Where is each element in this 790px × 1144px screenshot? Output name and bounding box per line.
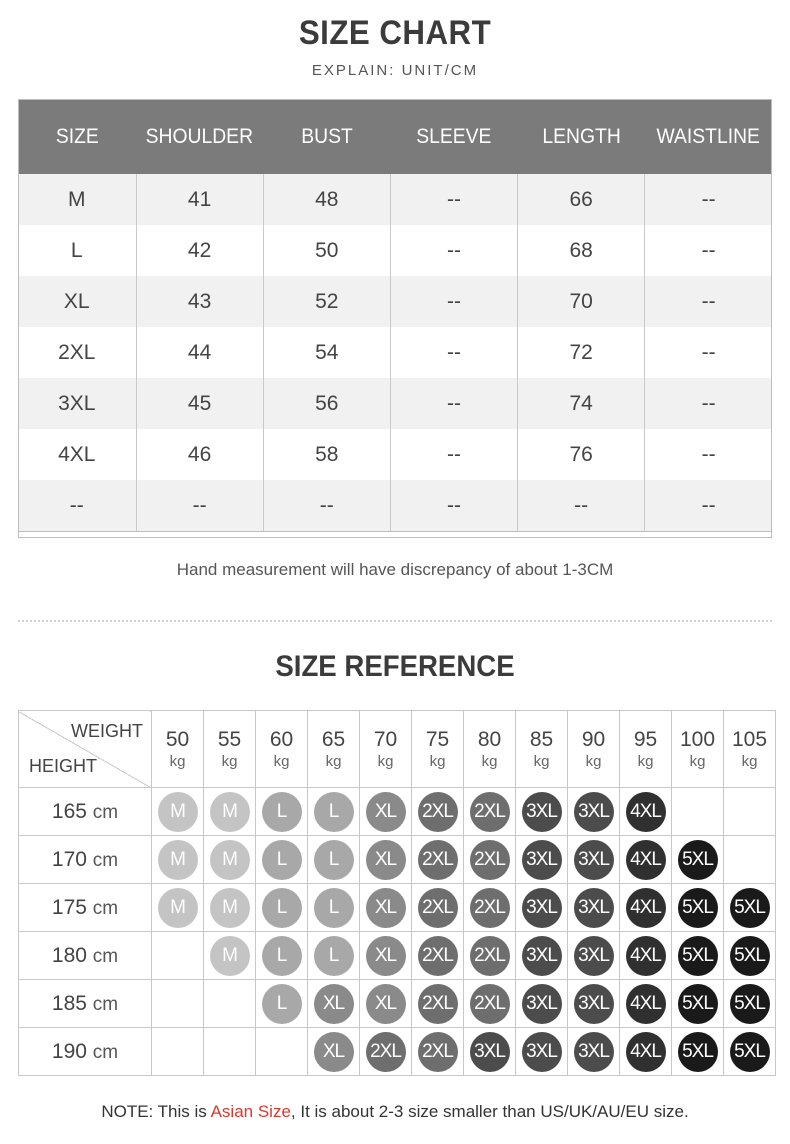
weight-value: 80: [477, 728, 502, 751]
size-chart-cell: 2XL: [18, 327, 136, 378]
size-chart-header-row: [18, 99, 772, 174]
weight-value: 90: [581, 728, 606, 751]
section-divider: [18, 620, 772, 622]
size-chart-row: [18, 480, 772, 532]
column-header-size: [18, 99, 136, 174]
size-reference-cell: [464, 788, 516, 836]
weight-column-header: [152, 711, 204, 788]
column-header-shoulder: [136, 99, 263, 174]
size-reference-cell: [152, 1028, 204, 1076]
size-reference-cell: [360, 788, 412, 836]
size-chart-table: [18, 99, 772, 532]
size-badge: 3XL: [470, 1032, 510, 1072]
size-reference-cell: [308, 1028, 360, 1076]
size-reference-row: [19, 788, 776, 836]
size-badge: 2XL: [418, 792, 458, 832]
size-reference-cell: [568, 1028, 620, 1076]
size-reference-table: [18, 710, 776, 1076]
size-reference-row: [19, 884, 776, 932]
size-reference-cell: [464, 980, 516, 1028]
note-highlight: Asian Size: [210, 1102, 291, 1121]
size-reference-cell: [516, 1028, 568, 1076]
size-reference-cell: [308, 836, 360, 884]
size-reference-cell: [516, 884, 568, 932]
height-unit: cm: [92, 945, 119, 967]
size-chart-cell: 44: [136, 327, 263, 378]
weight-unit: kg: [377, 753, 394, 770]
size-chart-cell: --: [518, 480, 645, 532]
size-reference-cell: [308, 788, 360, 836]
size-chart-cell: 52: [263, 276, 390, 327]
size-chart-cell: 48: [263, 174, 390, 225]
weight-height-corner: [19, 711, 152, 788]
weight-value: 55: [217, 728, 242, 751]
size-badge: 2XL: [418, 840, 458, 880]
size-reference-cell: [360, 836, 412, 884]
size-reference-cell: [672, 932, 724, 980]
size-reference-cell: [516, 836, 568, 884]
height-value: 165: [51, 799, 87, 823]
size-reference-cell: [256, 884, 308, 932]
note-prefix: NOTE: This is: [101, 1102, 211, 1121]
size-reference-cell: [204, 980, 256, 1028]
weight-unit: kg: [273, 753, 290, 770]
size-chart-row: [18, 276, 772, 327]
size-badge: 5XL: [678, 936, 718, 976]
size-badge: 4XL: [626, 984, 666, 1024]
size-chart-cell: --: [645, 378, 772, 429]
size-reference-cell: [204, 836, 256, 884]
size-chart-cell: XL: [18, 276, 136, 327]
height-label: HEIGHT: [29, 756, 98, 776]
size-reference-cell: [620, 788, 672, 836]
height-unit: cm: [92, 849, 119, 871]
weight-column-header: [724, 711, 776, 788]
size-reference-cell: [152, 788, 204, 836]
column-header-label: LENGTH: [541, 124, 621, 148]
size-badge: 3XL: [574, 840, 614, 880]
size-reference-row: [19, 932, 776, 980]
size-badge: 4XL: [626, 1032, 666, 1072]
size-badge: M: [210, 840, 250, 880]
column-header-label: BUST: [301, 124, 353, 148]
size-badge: 2XL: [418, 984, 458, 1024]
size-badge: XL: [366, 840, 406, 880]
size-chart-cell: --: [645, 327, 772, 378]
size-reference-cell: [464, 932, 516, 980]
size-chart-cell: 43: [136, 276, 263, 327]
height-unit: cm: [92, 993, 119, 1015]
size-reference-cell: [412, 1028, 464, 1076]
weight-unit: kg: [741, 753, 758, 770]
size-reference-cell: [412, 980, 464, 1028]
note-suffix: , It is about 2-3 size smaller than US/UK/AU/EU size.: [290, 1102, 689, 1121]
weight-value: 50: [165, 728, 190, 751]
size-reference-cell: [412, 788, 464, 836]
size-badge: 3XL: [574, 792, 614, 832]
size-chart-cell: --: [645, 225, 772, 276]
size-badge: 5XL: [730, 888, 770, 928]
size-chart-cell: 68: [518, 225, 645, 276]
weight-column-header: [360, 711, 412, 788]
size-reference-cell: [204, 1028, 256, 1076]
size-badge: 3XL: [574, 1032, 614, 1072]
column-header-sleeve: [390, 99, 517, 174]
size-reference-title: SIZE REFERENCE: [275, 650, 515, 683]
height-value: 175: [51, 895, 87, 919]
size-reference-cell: [516, 788, 568, 836]
size-reference-cell: [672, 884, 724, 932]
asian-size-note: [0, 1102, 790, 1122]
size-badge: 3XL: [574, 984, 614, 1024]
size-badge: 5XL: [730, 984, 770, 1024]
size-chart-cell: 45: [136, 378, 263, 429]
weight-value: 85: [529, 728, 554, 751]
size-chart-cell: M: [18, 174, 136, 225]
size-badge: XL: [366, 792, 406, 832]
weight-column-header: [464, 711, 516, 788]
size-badge: L: [314, 792, 354, 832]
size-reference-cell: [724, 836, 776, 884]
size-reference-cell: [204, 788, 256, 836]
size-badge: L: [262, 792, 302, 832]
size-chart-cell: 42: [136, 225, 263, 276]
size-chart-cell: --: [645, 480, 772, 532]
size-chart-cell: --: [390, 327, 517, 378]
size-badge: 2XL: [470, 840, 510, 880]
weight-column-header: [204, 711, 256, 788]
size-reference-cell: [256, 836, 308, 884]
size-chart-title: SIZE CHART: [298, 14, 492, 52]
weight-unit: kg: [169, 753, 186, 770]
weight-column-header: [516, 711, 568, 788]
size-badge: 3XL: [522, 984, 562, 1024]
size-reference-cell: [464, 884, 516, 932]
size-reference-cell: [152, 884, 204, 932]
size-chart-cell: 3XL: [18, 378, 136, 429]
size-badge: 2XL: [470, 936, 510, 976]
size-chart-cell: --: [18, 480, 136, 532]
weight-column-header: [412, 711, 464, 788]
size-chart-cell: 66: [518, 174, 645, 225]
size-chart-row: [18, 174, 772, 225]
size-badge: 2XL: [470, 984, 510, 1024]
size-chart-cell: 74: [518, 378, 645, 429]
size-badge: L: [314, 888, 354, 928]
height-value: 180: [51, 943, 87, 967]
size-badge: M: [158, 792, 198, 832]
height-unit: cm: [92, 897, 119, 919]
size-reference-cell: [256, 788, 308, 836]
size-reference-cell: [308, 980, 360, 1028]
height-value: 190: [51, 1039, 87, 1063]
size-reference-cell: [412, 932, 464, 980]
size-chart-cell: 54: [263, 327, 390, 378]
size-chart-cell: --: [390, 429, 517, 480]
size-reference-cell: [568, 980, 620, 1028]
weight-unit: kg: [689, 753, 706, 770]
size-reference-row: [19, 1028, 776, 1076]
size-chart-cell: 50: [263, 225, 390, 276]
size-badge: 3XL: [522, 1032, 562, 1072]
size-badge: XL: [366, 936, 406, 976]
size-reference-cell: [152, 980, 204, 1028]
size-reference-cell: [672, 836, 724, 884]
size-reference-cell: [360, 980, 412, 1028]
size-badge: 2XL: [418, 1032, 458, 1072]
height-unit: cm: [92, 1041, 119, 1063]
size-reference-header-row: [19, 711, 776, 788]
weight-unit: kg: [637, 753, 654, 770]
size-reference-cell: [360, 1028, 412, 1076]
size-reference-cell: [360, 884, 412, 932]
size-reference-cell: [516, 980, 568, 1028]
size-badge: 5XL: [678, 984, 718, 1024]
size-reference-cell: [412, 884, 464, 932]
weight-column-header: [256, 711, 308, 788]
weight-column-header: [308, 711, 360, 788]
size-chart-row: [18, 225, 772, 276]
size-chart-cell: 46: [136, 429, 263, 480]
weight-column-header: [672, 711, 724, 788]
weight-unit: kg: [481, 753, 498, 770]
size-badge: 2XL: [470, 888, 510, 928]
height-value: 170: [51, 847, 87, 871]
size-reference-cell: [620, 980, 672, 1028]
size-reference-cell: [672, 980, 724, 1028]
size-chart-cell: --: [645, 174, 772, 225]
size-reference-cell: [360, 932, 412, 980]
size-chart-cell: 72: [518, 327, 645, 378]
size-chart-cell: --: [263, 480, 390, 532]
size-reference-cell: [620, 836, 672, 884]
weight-value: 95: [633, 728, 658, 751]
weight-value: 65: [321, 728, 346, 751]
weight-column-header: [620, 711, 672, 788]
size-badge: 5XL: [730, 936, 770, 976]
column-header-length: [518, 99, 645, 174]
column-header-label: WAISTLINE: [656, 124, 761, 148]
size-badge: L: [262, 984, 302, 1024]
size-badge: XL: [314, 1032, 354, 1072]
size-badge: 5XL: [678, 888, 718, 928]
size-chart-cell: 70: [518, 276, 645, 327]
size-badge: 3XL: [574, 936, 614, 976]
size-reference-cell: [568, 932, 620, 980]
size-badge: L: [262, 936, 302, 976]
size-chart-cell: --: [390, 378, 517, 429]
size-badge: M: [158, 840, 198, 880]
size-chart-cell: 4XL: [18, 429, 136, 480]
size-badge: L: [262, 888, 302, 928]
size-badge: XL: [366, 984, 406, 1024]
size-badge: 3XL: [522, 936, 562, 976]
height-cell: [19, 1028, 152, 1076]
size-reference-cell: [464, 1028, 516, 1076]
size-reference-cell: [308, 932, 360, 980]
height-cell: [19, 884, 152, 932]
size-reference-cell: [568, 884, 620, 932]
size-chart-cell: --: [136, 480, 263, 532]
size-badge: XL: [366, 888, 406, 928]
size-reference-cell: [204, 932, 256, 980]
size-chart-cell: --: [390, 480, 517, 532]
size-chart-cell: --: [645, 276, 772, 327]
size-badge: 3XL: [522, 840, 562, 880]
column-header-label: SIZE: [55, 124, 99, 148]
column-header-bust: [263, 99, 390, 174]
weight-unit: kg: [585, 753, 602, 770]
weight-value: 75: [425, 728, 450, 751]
size-reference-cell: [724, 1028, 776, 1076]
size-chart-cell: 58: [263, 429, 390, 480]
size-badge: XL: [314, 984, 354, 1024]
size-badge: 5XL: [678, 1032, 718, 1072]
weight-value: 105: [731, 728, 768, 751]
size-chart-cell: --: [390, 276, 517, 327]
size-reference-cell: [152, 932, 204, 980]
size-badge: 5XL: [678, 840, 718, 880]
size-badge: M: [210, 792, 250, 832]
size-badge: 2XL: [366, 1032, 406, 1072]
size-badge: 3XL: [522, 888, 562, 928]
size-reference-cell: [412, 836, 464, 884]
size-reference-cell: [464, 836, 516, 884]
size-badge: 4XL: [626, 936, 666, 976]
size-badge: 4XL: [626, 792, 666, 832]
weight-unit: kg: [221, 753, 238, 770]
size-reference-cell: [724, 884, 776, 932]
height-cell: [19, 788, 152, 836]
size-reference-cell: [672, 1028, 724, 1076]
size-badge: 4XL: [626, 888, 666, 928]
height-cell: [19, 932, 152, 980]
column-header-label: SHOULDER: [145, 124, 254, 148]
size-reference-cell: [620, 1028, 672, 1076]
size-chart-subtitle: EXPLAIN: UNIT/CM: [311, 62, 479, 79]
weight-unit: kg: [325, 753, 342, 770]
size-reference-cell: [724, 932, 776, 980]
height-cell: [19, 980, 152, 1028]
height-cell: [19, 836, 152, 884]
height-unit: cm: [92, 801, 119, 823]
size-badge: 5XL: [730, 1032, 770, 1072]
size-reference-cell: [724, 980, 776, 1028]
size-badge: L: [314, 840, 354, 880]
size-chart-cell: 56: [263, 378, 390, 429]
weight-value: 60: [269, 728, 294, 751]
size-badge: L: [262, 840, 302, 880]
height-value: 185: [51, 991, 87, 1015]
weight-value: 100: [679, 728, 716, 751]
size-badge: M: [158, 888, 198, 928]
weight-column-header: [568, 711, 620, 788]
size-reference-cell: [204, 884, 256, 932]
weight-unit: kg: [429, 753, 446, 770]
size-badge: 4XL: [626, 840, 666, 880]
size-reference-cell: [256, 980, 308, 1028]
size-reference-cell: [620, 884, 672, 932]
size-chart-row: [18, 429, 772, 480]
column-header-label: SLEEVE: [416, 124, 492, 148]
column-header-waistline: [645, 99, 772, 174]
size-badge: 3XL: [522, 792, 562, 832]
weight-value: 70: [373, 728, 398, 751]
size-badge: L: [314, 936, 354, 976]
weight-unit: kg: [533, 753, 550, 770]
size-reference-cell: [568, 836, 620, 884]
size-reference-row: [19, 836, 776, 884]
size-chart-cell: 41: [136, 174, 263, 225]
size-chart-cell: --: [390, 225, 517, 276]
size-reference-row: [19, 980, 776, 1028]
size-badge: M: [210, 936, 250, 976]
size-chart-row: [18, 378, 772, 429]
size-chart-row: [18, 327, 772, 378]
size-chart-cell: L: [18, 225, 136, 276]
size-chart-cell: 76: [518, 429, 645, 480]
size-badge: 2XL: [418, 888, 458, 928]
measurement-note: Hand measurement will have discrepancy of about 1-3CM: [176, 560, 614, 579]
size-chart-cell: --: [390, 174, 517, 225]
size-reference-cell: [672, 788, 724, 836]
size-reference-cell: [620, 932, 672, 980]
size-badge: 3XL: [574, 888, 614, 928]
size-reference-cell: [308, 884, 360, 932]
size-chart-cell: --: [645, 429, 772, 480]
size-badge: 2XL: [418, 936, 458, 976]
size-badge: M: [210, 888, 250, 928]
size-reference-cell: [516, 932, 568, 980]
weight-label: WEIGHT: [71, 721, 143, 741]
size-badge: 2XL: [470, 792, 510, 832]
size-reference-cell: [256, 1028, 308, 1076]
size-reference-cell: [152, 836, 204, 884]
size-reference-cell: [724, 788, 776, 836]
size-reference-cell: [568, 788, 620, 836]
size-reference-cell: [256, 932, 308, 980]
